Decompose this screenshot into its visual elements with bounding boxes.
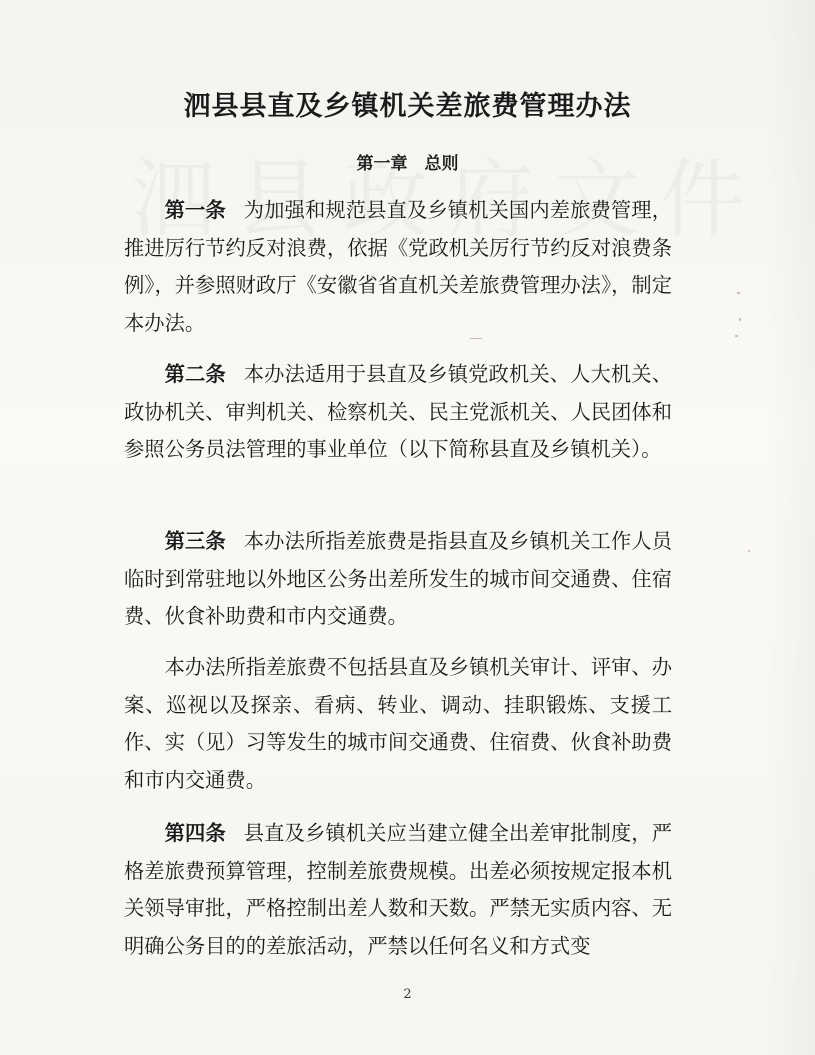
scan-speck — [739, 318, 741, 321]
article-2-label: 第二条 — [164, 362, 226, 386]
scan-speck — [748, 550, 750, 552]
chapter-heading: 第一章 总则 — [356, 154, 459, 174]
article-4-text: 县直及乡镇机关应当建立健全出差审批制度，严格差旅费预算管理，控制差旅费规模。出差必须按规定报本机关领导审批，严格控制出差人数和天数。严禁无实质内容、无明确公务目的的差旅活动，严禁以任何名义和方式变 — [124, 821, 672, 958]
document-title: 泗县县直及乡镇机关差旅费管理办法 — [183, 91, 632, 122]
article-1-paragraph — [124, 192, 672, 342]
article-3-paragraph — [124, 523, 672, 636]
article-2-text: 本办法适用于县直及乡镇党政机关、人大机关、政协机关、审判机关、检察机关、民主党派机关、人民团体和参照公务员法管理的事业单位（以下简称县直及乡镇机关）。 — [124, 362, 672, 461]
article-4-paragraph — [124, 815, 672, 965]
article-3-label: 第三条 — [164, 529, 226, 553]
article-1-label: 第一条 — [164, 198, 226, 222]
scan-speck — [470, 338, 482, 339]
article-3-continuation-paragraph — [124, 649, 672, 799]
page-number: 2 — [403, 987, 412, 1002]
article-3-continuation-text: 本办法所指差旅费不包括县直及乡镇机关审计、评审、办案、巡视以及探亲、看病、转业、调动、挂职锻炼、支援工作、实（见）习等发生的城市间交通费、住宿费、伙食补助费和市内交通费。 — [124, 655, 672, 792]
scan-speck — [737, 292, 740, 294]
article-2-paragraph — [124, 356, 672, 469]
article-4-label: 第四条 — [164, 821, 226, 845]
article-1-text: 为加强和规范县直及乡镇机关国内差旅费管理，推进厉行节约反对浪费，依据《党政机关厉行节约反对浪费条例》，并参照财政厅《安徽省省直机关差旅费管理办法》，制定本办法。 — [124, 198, 672, 335]
article-3-text: 本办法所指差旅费是指县直及乡镇机关工作人员临时到常驻地以外地区公务出差所发生的城市间交通费、住宿费、伙食补助费和市内交通费。 — [124, 529, 672, 628]
scan-speck — [735, 335, 738, 337]
